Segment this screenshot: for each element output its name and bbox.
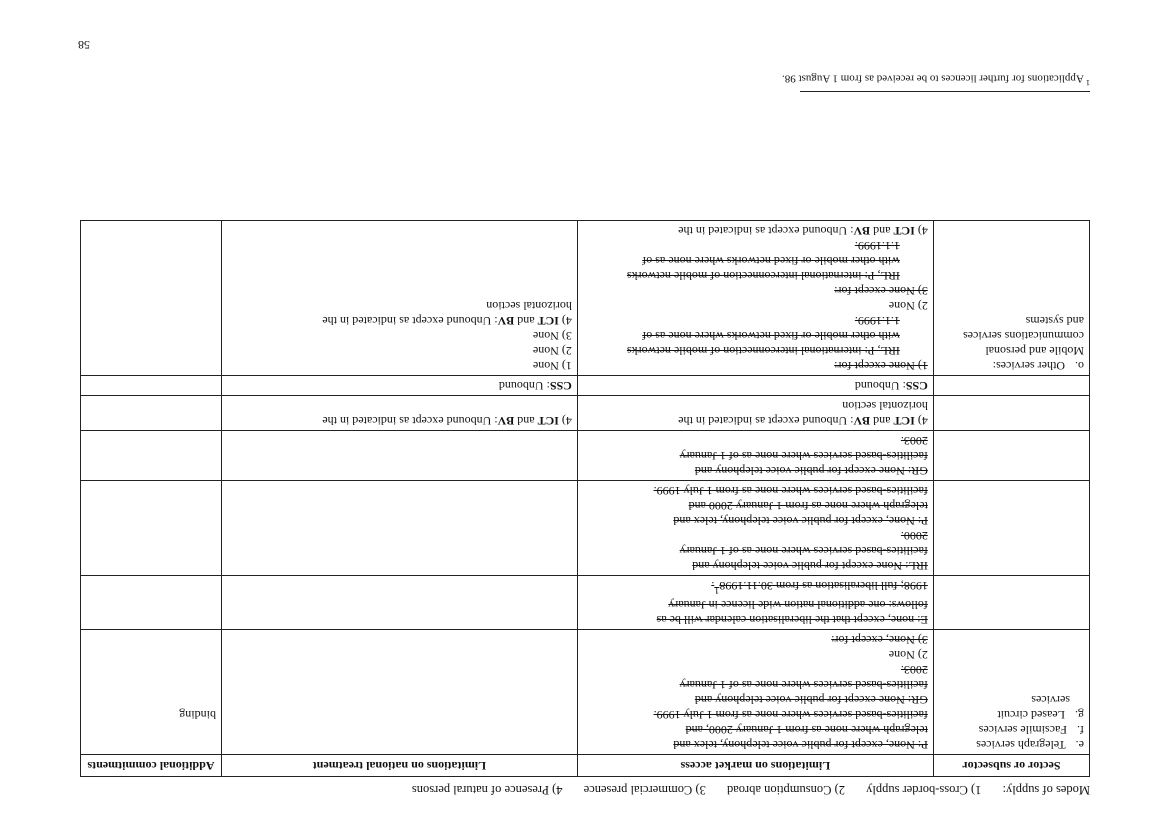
text-line: facilities-based services where none as of 1 January [679, 544, 928, 558]
text-line: facilities-based services where none as of 1 January [679, 449, 928, 463]
text-line: horizontal section [486, 299, 572, 313]
text-line: GR: None except for public voice telephony and [694, 693, 928, 707]
market-access-cell [577, 396, 933, 431]
additional-binding: binding [179, 708, 216, 722]
item-letter: f. [1077, 723, 1084, 737]
table-row [81, 221, 1090, 376]
item-letter: g. [1075, 708, 1084, 722]
market-access-cell [577, 431, 933, 481]
text-line: 1) None [532, 359, 572, 373]
mode-1: 1) Cross-border supply [866, 783, 982, 797]
item-number: 4) [917, 414, 928, 428]
text-line: IRL, P: international interconnection of mobile networks [626, 269, 900, 283]
mode-4: 4) Presence of natural persons [411, 783, 563, 797]
additional-cell [81, 431, 222, 481]
text-line: facilities-based services where none as of 1 January [679, 678, 928, 692]
national-treatment-cell [221, 431, 577, 481]
national-treatment-cell [221, 481, 577, 576]
footnote [782, 72, 1090, 87]
sector-cell [933, 396, 1089, 431]
additional-cell [81, 481, 222, 576]
market-access-cell [577, 221, 933, 376]
additional-cell [81, 576, 222, 630]
text-line: 2) None [532, 344, 572, 358]
text-line: 1998; full liberalisation as from 30.11.1998 [719, 579, 928, 593]
text-line: . [711, 579, 715, 593]
sector-cell [933, 376, 1089, 396]
text-line: telegraph where none as from 1 January 2000, and [685, 723, 928, 737]
market-access-cell [577, 376, 933, 396]
table-row [81, 630, 1090, 755]
keyword-css: CSS [905, 379, 928, 393]
text-line: facilities-based services where none as from 1 July 1999. [653, 484, 928, 498]
mode-2: 2) Consumption abroad [726, 783, 845, 797]
sector-mobile: Mobile and personal [985, 344, 1084, 358]
text-line: : Unbound except as indicated in the [322, 414, 498, 428]
header-sector: Sector or subsector [933, 755, 1089, 777]
additional-cell [81, 376, 222, 396]
sector-mobile-cont: communications services [963, 329, 1084, 343]
national-treatment-cell [221, 376, 577, 396]
header-national-treatment: Limitations on national treatment [221, 755, 577, 777]
modes-label: Modes of supply: [1002, 783, 1090, 797]
item-number: 4) [561, 414, 572, 428]
sector-cell [933, 576, 1089, 630]
text-line: facilities-based services where none as from 1 July 1999. [653, 708, 928, 722]
table-row [81, 481, 1090, 576]
keyword-ict: ICT [893, 414, 915, 428]
text-line: follows: one additional nation wide licence in January [668, 598, 928, 612]
sector-facsimile: Facsimile services [978, 723, 1067, 737]
text-line: 2003. [900, 663, 928, 677]
table-row [81, 396, 1090, 431]
national-treatment-cell [221, 630, 577, 755]
text-line: 2) None [888, 648, 928, 662]
sector-leased-circuit: Leased circuit [997, 708, 1065, 722]
text-line: 3) None, except for: [831, 633, 928, 647]
sector-mobile-cont: and systems [1025, 314, 1084, 328]
keyword-bv: BV [853, 224, 871, 238]
text-line: IRL: None except for public voice telephony and [692, 559, 928, 573]
keyword-ict: ICT [893, 224, 915, 238]
national-treatment-cell [221, 396, 577, 431]
item-number: 4) [561, 314, 572, 328]
item-number: 4) [917, 224, 928, 238]
additional-cell [81, 221, 222, 376]
keyword-bv: BV [497, 414, 515, 428]
text-line: with other mobile or fixed networks where none as of [642, 329, 900, 343]
text-line: : Unbound except as indicated in the [322, 314, 498, 328]
text-line: GR: None except for public voice telephony and [694, 464, 928, 478]
text-line: horizontal section [842, 399, 928, 413]
page-number: 58 [78, 38, 90, 52]
footnote-marker: 1 [1086, 78, 1090, 87]
keyword-ict: ICT [537, 314, 559, 328]
footnote-text: Applications for further licences to be received as from 1 August 98. [782, 72, 1084, 85]
modes-of-supply [394, 782, 1090, 797]
text-line: : Unbound except as indicated in the [678, 224, 854, 238]
market-access-cell [577, 576, 933, 630]
sector-cell [933, 221, 1089, 376]
text-line: with other mobile or fixed networks where none as of [642, 254, 900, 268]
text-line: P: None, except for public voice telephony, telex and [673, 738, 928, 752]
schedule-table [80, 220, 1090, 777]
text-line: 2003. [900, 434, 928, 448]
sector-leased-circuit-cont: services [1031, 693, 1070, 707]
sector-telegraph: Telegraph services [976, 738, 1066, 752]
sector-cell [933, 431, 1089, 481]
national-treatment-cell [221, 576, 577, 630]
keyword-css: CSS [549, 379, 572, 393]
table-row [81, 376, 1090, 396]
text-and: and [873, 224, 891, 238]
header-additional: Additional commitments [81, 755, 222, 777]
text-and: and [517, 314, 535, 328]
text-line: 2) None [888, 299, 928, 313]
footnote-ref: 1 [714, 584, 720, 595]
header-row [81, 755, 1090, 777]
keyword-bv: BV [497, 314, 515, 328]
text-line: 1) None except for: [834, 359, 928, 373]
text-line: E: none, except that the liberalisation calendar will be as [656, 613, 928, 627]
table-row [81, 576, 1090, 630]
text-line: IRL, P: international interconnection of mobile networks [626, 344, 900, 358]
text-line: P: None, except for public voice telephony, telex and [673, 514, 928, 528]
text-line: 2000. [900, 529, 928, 543]
keyword-ict: ICT [537, 414, 559, 428]
table-row [81, 431, 1090, 481]
text-and: and [517, 414, 535, 428]
text-and: and [873, 414, 891, 428]
market-access-cell [577, 630, 933, 755]
additional-cell [81, 630, 222, 755]
national-treatment-cell [221, 221, 577, 376]
mode-3: 3) Commercial presence [583, 783, 706, 797]
text-line: 3) None [532, 329, 572, 343]
footnote-divider [800, 91, 1090, 92]
item-letter: e. [1075, 738, 1084, 752]
keyword-bv: BV [853, 414, 871, 428]
market-access-cell [577, 481, 933, 576]
sector-cell [933, 481, 1089, 576]
sector-cell [933, 630, 1089, 755]
text-line: 1.1.1999. [854, 239, 900, 253]
item-letter: o. [1075, 359, 1084, 373]
text-line: 1.1.1999. [854, 314, 900, 328]
text-line: 3) None except for: [834, 284, 928, 298]
header-market-access: Limitations on market access [577, 755, 933, 777]
additional-cell [81, 396, 222, 431]
sector-other-services: Other services: [992, 359, 1065, 373]
text-line: : Unbound except as indicated in the [678, 414, 854, 428]
text-line: telegraph where none as from 1 January 2000 and [688, 499, 928, 513]
text-line: : Unbound [498, 379, 550, 393]
text-line: : Unbound [854, 379, 906, 393]
